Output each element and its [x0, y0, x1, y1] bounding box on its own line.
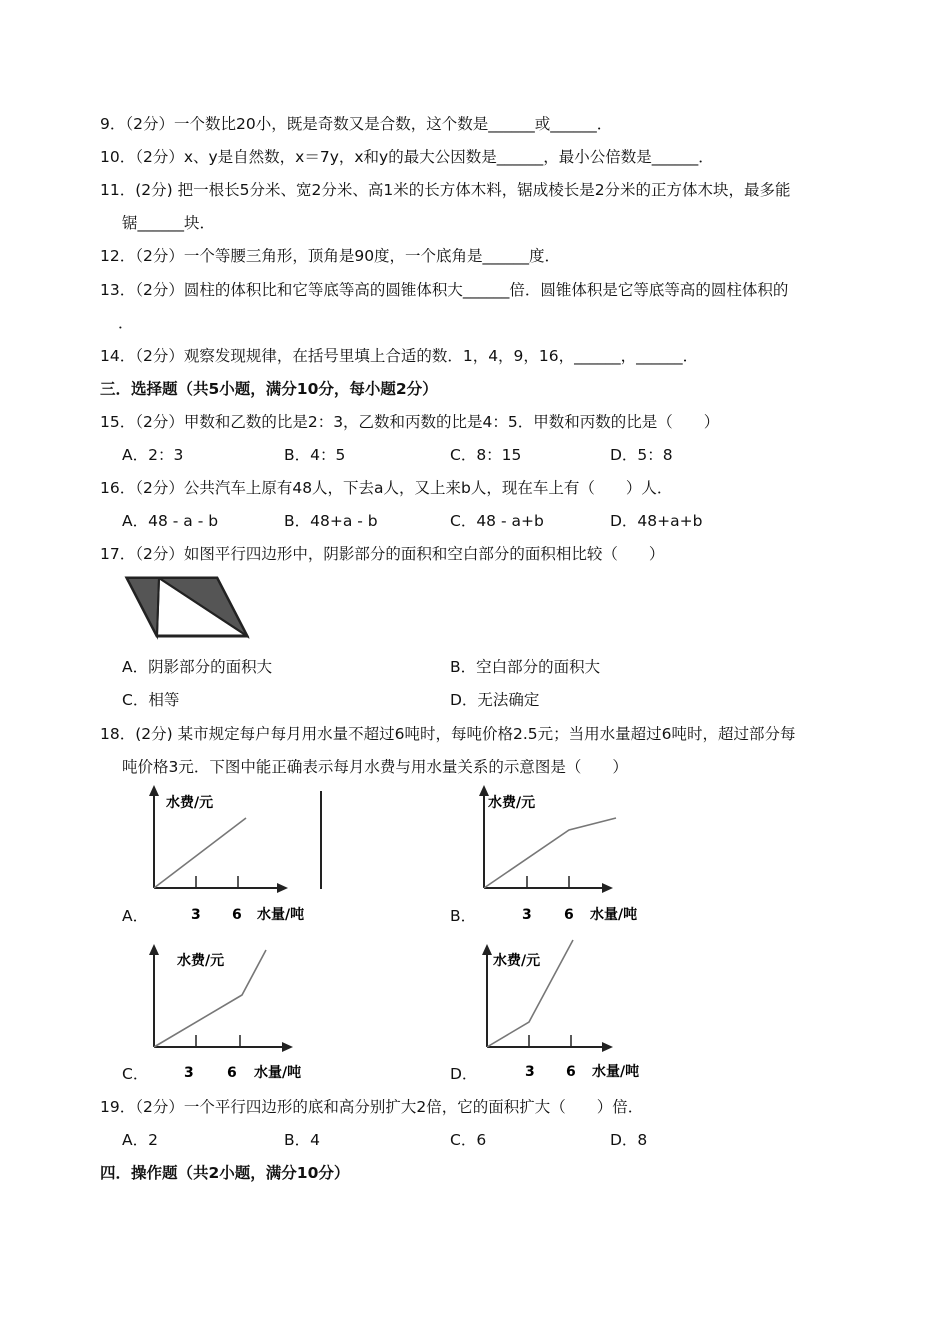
graph-c-tick-3: 3 — [184, 1065, 194, 1081]
graph-a-tick-6: 6 — [232, 907, 242, 923]
section-4-heading: 四．操作题（共2小题，满分10分） — [100, 1164, 350, 1182]
question-11-line1: 11．(2分) 把一根长5分米、宽2分米、高1米的长方体木料，锯成棱长是2分米的正方体木块，最多能 — [100, 181, 791, 199]
question-10: 10．（2分）x、y是自然数，x＝7y，x和y的最大公因数是______，最小公倍数是______． — [100, 148, 714, 166]
q16-option-b: B．48+a - b — [284, 512, 378, 530]
question-12: 12．（2分）一个等腰三角形，顶角是90度，一个底角是______度． — [100, 247, 561, 265]
y-axis-arrow — [149, 785, 159, 796]
parallelogram-figure — [120, 572, 252, 644]
question-18-line2: 吨价格3元．下图中能正确表示每月水费与用水量关系的示意图是（ ） — [122, 758, 628, 776]
graph-a-ylabel: 水费/元 — [166, 795, 214, 811]
question-16: 16．（2分）公共汽车上原有48人，下去a人，又上来b人，现在车上有（ ）人． — [100, 479, 673, 497]
graph-b-line — [484, 818, 616, 888]
graph-b-tick-3: 3 — [522, 907, 532, 923]
y-axis-arrow — [482, 944, 492, 955]
q15-option-c: C．8：15 — [450, 446, 522, 464]
graph-c-tick-6: 6 — [227, 1065, 237, 1081]
graph-d-ylabel: 水费/元 — [493, 953, 541, 969]
q19-option-c: C．6 — [450, 1131, 487, 1149]
graph-a-tick-3: 3 — [191, 907, 201, 923]
graph-d-tick-6: 6 — [566, 1064, 576, 1080]
q16-option-d: D．48+a+b — [610, 512, 703, 530]
graph-b-ylabel: 水费/元 — [488, 795, 536, 811]
graph-a — [140, 783, 330, 928]
question-15: 15．（2分）甲数和乙数的比是2：3，乙数和丙数的比是4：5．甲数和丙数的比是（ ） — [100, 413, 720, 431]
question-14: 14．（2分）观察发现规律，在括号里填上合适的数．1，4，9，16，______，______． — [100, 347, 699, 365]
graph-a-xlabel: 水量/吨 — [257, 907, 305, 923]
question-13-line1: 13．（2分）圆柱的体积比和它等底等高的圆锥体积大______倍．圆锥体积是它等底等高的圆柱体积的 — [100, 281, 789, 299]
q16-option-c: C．48 - a+b — [450, 512, 544, 530]
q17-option-a: A．阴影部分的面积大 — [122, 658, 273, 676]
shaded-left-triangle — [127, 578, 159, 636]
graph-c-letter: C． — [122, 1065, 149, 1083]
q15-option-a: A．2：3 — [122, 446, 184, 464]
q15-option-b: B．4：5 — [284, 446, 346, 464]
q17-option-d: D．无法确定 — [450, 691, 540, 709]
y-axis-arrow — [149, 944, 159, 955]
graph-c-xlabel: 水量/吨 — [254, 1065, 302, 1081]
graph-d-letter: D． — [450, 1065, 478, 1083]
x-axis-arrow — [282, 1042, 293, 1052]
section-3-heading: 三．选择题（共5小题，满分10分，每小题2分） — [100, 380, 438, 398]
graph-b — [470, 783, 650, 928]
graph-b-letter: B． — [450, 907, 477, 925]
graph-b-tick-6: 6 — [564, 907, 574, 923]
question-19: 19．（2分）一个平行四边形的底和高分别扩大2倍，它的面积扩大（ ）倍． — [100, 1098, 644, 1116]
x-axis-arrow — [277, 883, 288, 893]
q19-option-b: B．4 — [284, 1131, 320, 1149]
graph-c — [140, 940, 330, 1086]
q17-option-c: C．相等 — [122, 691, 180, 709]
graph-a-line — [154, 818, 246, 888]
q16-option-a: A．48 - a - b — [122, 512, 219, 530]
q19-option-a: A．2 — [122, 1131, 158, 1149]
graph-d-tick-3: 3 — [525, 1064, 535, 1080]
question-9: 9．（2分）一个数比20小，既是奇数又是合数，这个数是______或______． — [100, 115, 613, 133]
question-11-line2: 锯______块． — [122, 214, 216, 232]
graph-b-xlabel: 水量/吨 — [590, 907, 638, 923]
question-13-line2: ． — [118, 314, 134, 332]
question-18-line1: 18．(2分) 某市规定每户每月用水量不超过6吨时，每吨价格2.5元；当用水量超过6吨时，超过部分每 — [100, 725, 796, 743]
graph-c-ylabel: 水费/元 — [177, 953, 225, 969]
x-axis-arrow — [602, 883, 613, 893]
q15-option-d: D．5：8 — [610, 446, 673, 464]
question-17: 17．（2分）如图平行四边形中，阴影部分的面积和空白部分的面积相比较（ ） — [100, 545, 665, 563]
graph-d — [470, 930, 650, 1086]
x-axis-arrow — [602, 1042, 613, 1052]
graph-d-xlabel: 水量/吨 — [592, 1064, 640, 1080]
q17-option-b: B．空白部分的面积大 — [450, 658, 601, 676]
graph-a-letter: A． — [122, 907, 149, 925]
q19-option-d: D．8 — [610, 1131, 648, 1149]
